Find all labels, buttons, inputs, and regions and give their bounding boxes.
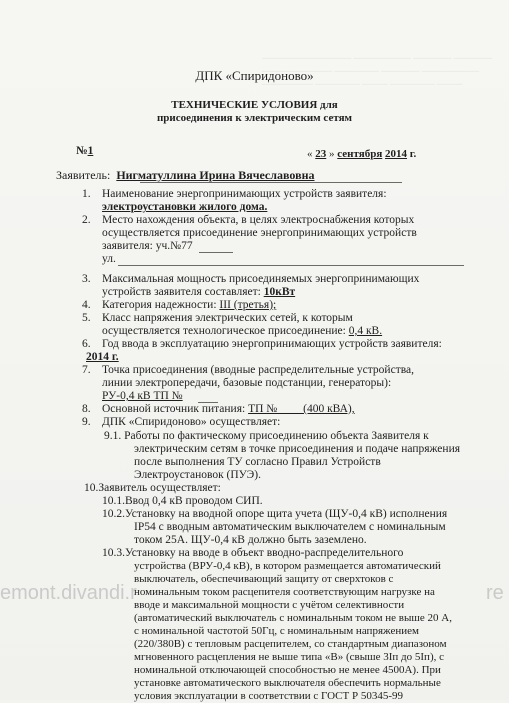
item-10-1: 10.1.Ввод 0,4 кВ проводом СИП. [102, 495, 263, 507]
item-2-line-2: осуществляется присоединение энергопринимающих устройств [102, 227, 417, 239]
item-3-number: 3. [82, 273, 91, 285]
item-7-number: 7. [82, 364, 91, 376]
title-line-1: ТЕХНИЧЕСКИЕ УСЛОВИЯ для [171, 99, 338, 111]
bleed-through: ────────────── ───────── ────── ────── ─────────── ─────── ────── ───────── ──────── ─────── ──── ─────── ──── [262, 53, 492, 89]
item-9-1-line-3: после выполнения ТУ согласно Правил Устройств [134, 456, 381, 468]
item-4-text: Категория надежности: III (третья); [102, 299, 277, 311]
item-2-plot-underline [199, 252, 233, 253]
item-3-line-1: Максимальная мощность присоединяемых энергопринимающих [102, 273, 420, 285]
applicant-line [56, 168, 315, 183]
applicant-label: Заявитель: [56, 168, 111, 182]
item-2-street-underline [118, 265, 464, 266]
item-10-3-line-10: номинальной отключающей способностью не менее 4500А). При [134, 664, 441, 676]
applicant-name: Нигматуллина Ирина Вячеславовна [116, 168, 315, 182]
item-6-number: 6. [82, 338, 91, 350]
item-7-line-2: линии электропередачи, базовые подстанции, генераторы): [102, 377, 392, 389]
document-number: №1 [76, 145, 94, 157]
item-10-3-line-11: установке автоматического выключателя обеспечить нормальные [134, 677, 441, 689]
item-5-line-1: Класс напряжения электрических сетей, к которым [102, 312, 353, 324]
item-8-number: 8. [82, 403, 91, 415]
item-10-2-line-3: током 25А. ЩУ-0,4 кВ должно быть заземлено. [134, 534, 367, 546]
item-10-3-line-6: (автоматический выключатель с номинальным током не выше 20 А, [134, 612, 452, 624]
document-date: « 23 » сентября 2014 г. [307, 148, 417, 160]
item-10-3-line-2: устройства (ВРУ-0,4 кВ), в котором размещается автоматический [134, 560, 441, 572]
item-10-3-line-3: выключатель, обеспечивающий защиту от сверхтоков с [134, 573, 394, 585]
item-10-3-line-7: с номинальной частотой 50Гц, с номинальным напряжением [134, 625, 419, 637]
item-9-text: ДПК «Спиридоново» осуществляет: [102, 416, 281, 428]
item-5-number: 5. [82, 312, 91, 324]
title-line-2: присоединения к электрическим сетям [156, 112, 353, 124]
item-2-line-4: ул. [102, 253, 116, 265]
item-8-text: Основной источник питания: ТП № (400 кВА), [102, 403, 355, 415]
item-10-3-line-8: (220/380В) с тепловым расцепителем, со стандартным диапазоном [134, 638, 447, 650]
organization-name: ДПК «Спиридоново» [195, 68, 314, 83]
item-7-value: РУ-0,4 кВ ТП № [102, 390, 183, 402]
item-1-text: Наименование энергопринимающих устройств заявителя: [102, 188, 387, 200]
item-10-3-line-4: номинальным током расцепителя соответствующим нагрузке на [134, 586, 435, 598]
item-10-3-line-9: мгновенного расцепления не выше типа «В» (свыше 3Iп до 5Iп), с [134, 651, 444, 663]
item-5-line-2: осуществляется технологическое присоединение: 0,4 кВ. [102, 325, 383, 337]
item-10-2-line-2: IP54 с вводным автоматическим выключателем с номинальным [134, 521, 446, 533]
item-6-text: Год ввода в эксплуатацию энергопринимающих устройств заявителя: [102, 338, 442, 350]
item-3-line-2: устройств заявителя составляет: 10кВт [102, 286, 296, 298]
document-title [0, 99, 509, 125]
item-4-number: 4. [82, 299, 91, 311]
item-1-value: электроустановки жилого дома. [102, 201, 268, 213]
item-2-line-3: заявителя: уч.№77 [102, 240, 193, 252]
item-9-number: 9. [82, 416, 91, 428]
item-1-number: 1. [82, 188, 91, 200]
item-10-text: 10.Заявитель осуществляет: [84, 482, 221, 494]
applicant-underline [140, 182, 402, 183]
watermark-left: emont.divandi.r [0, 582, 137, 604]
item-9-1-line-2: электрическим сетям в точке присоединения и подаче напряжения [134, 443, 461, 455]
item-2-number: 2. [82, 214, 91, 226]
item-2-line-1: Место нахождения объекта, в целях электроснабжения которых [102, 214, 415, 226]
item-7-line-1: Точка присоединения (вводные распределительные устройства, [102, 364, 414, 376]
item-10-3-line-5: вводе и максимальной мощности с учётом селективности [134, 599, 405, 611]
item-10-3-line-1: 10.3.Установку на вводе в объект вводно-распределительного [102, 547, 404, 559]
watermark-right: re [486, 582, 504, 604]
item-9-1-line-4: Электроустановок (ПУЭ). [134, 469, 261, 481]
item-10-3-line-12: условия эксплуатации в соответствии с ГОСТ Р 50345-99 [134, 690, 403, 702]
item-9-1-line-1: 9.1. Работы по фактическому присоединению объекта Заявителя к [104, 430, 429, 442]
item-6-value: 2014 г. [86, 351, 119, 363]
item-10-2-line-1: 10.2.Установку на вводной опоре щита учета (ЩУ-0,4 кВ) исполнения [102, 508, 448, 520]
